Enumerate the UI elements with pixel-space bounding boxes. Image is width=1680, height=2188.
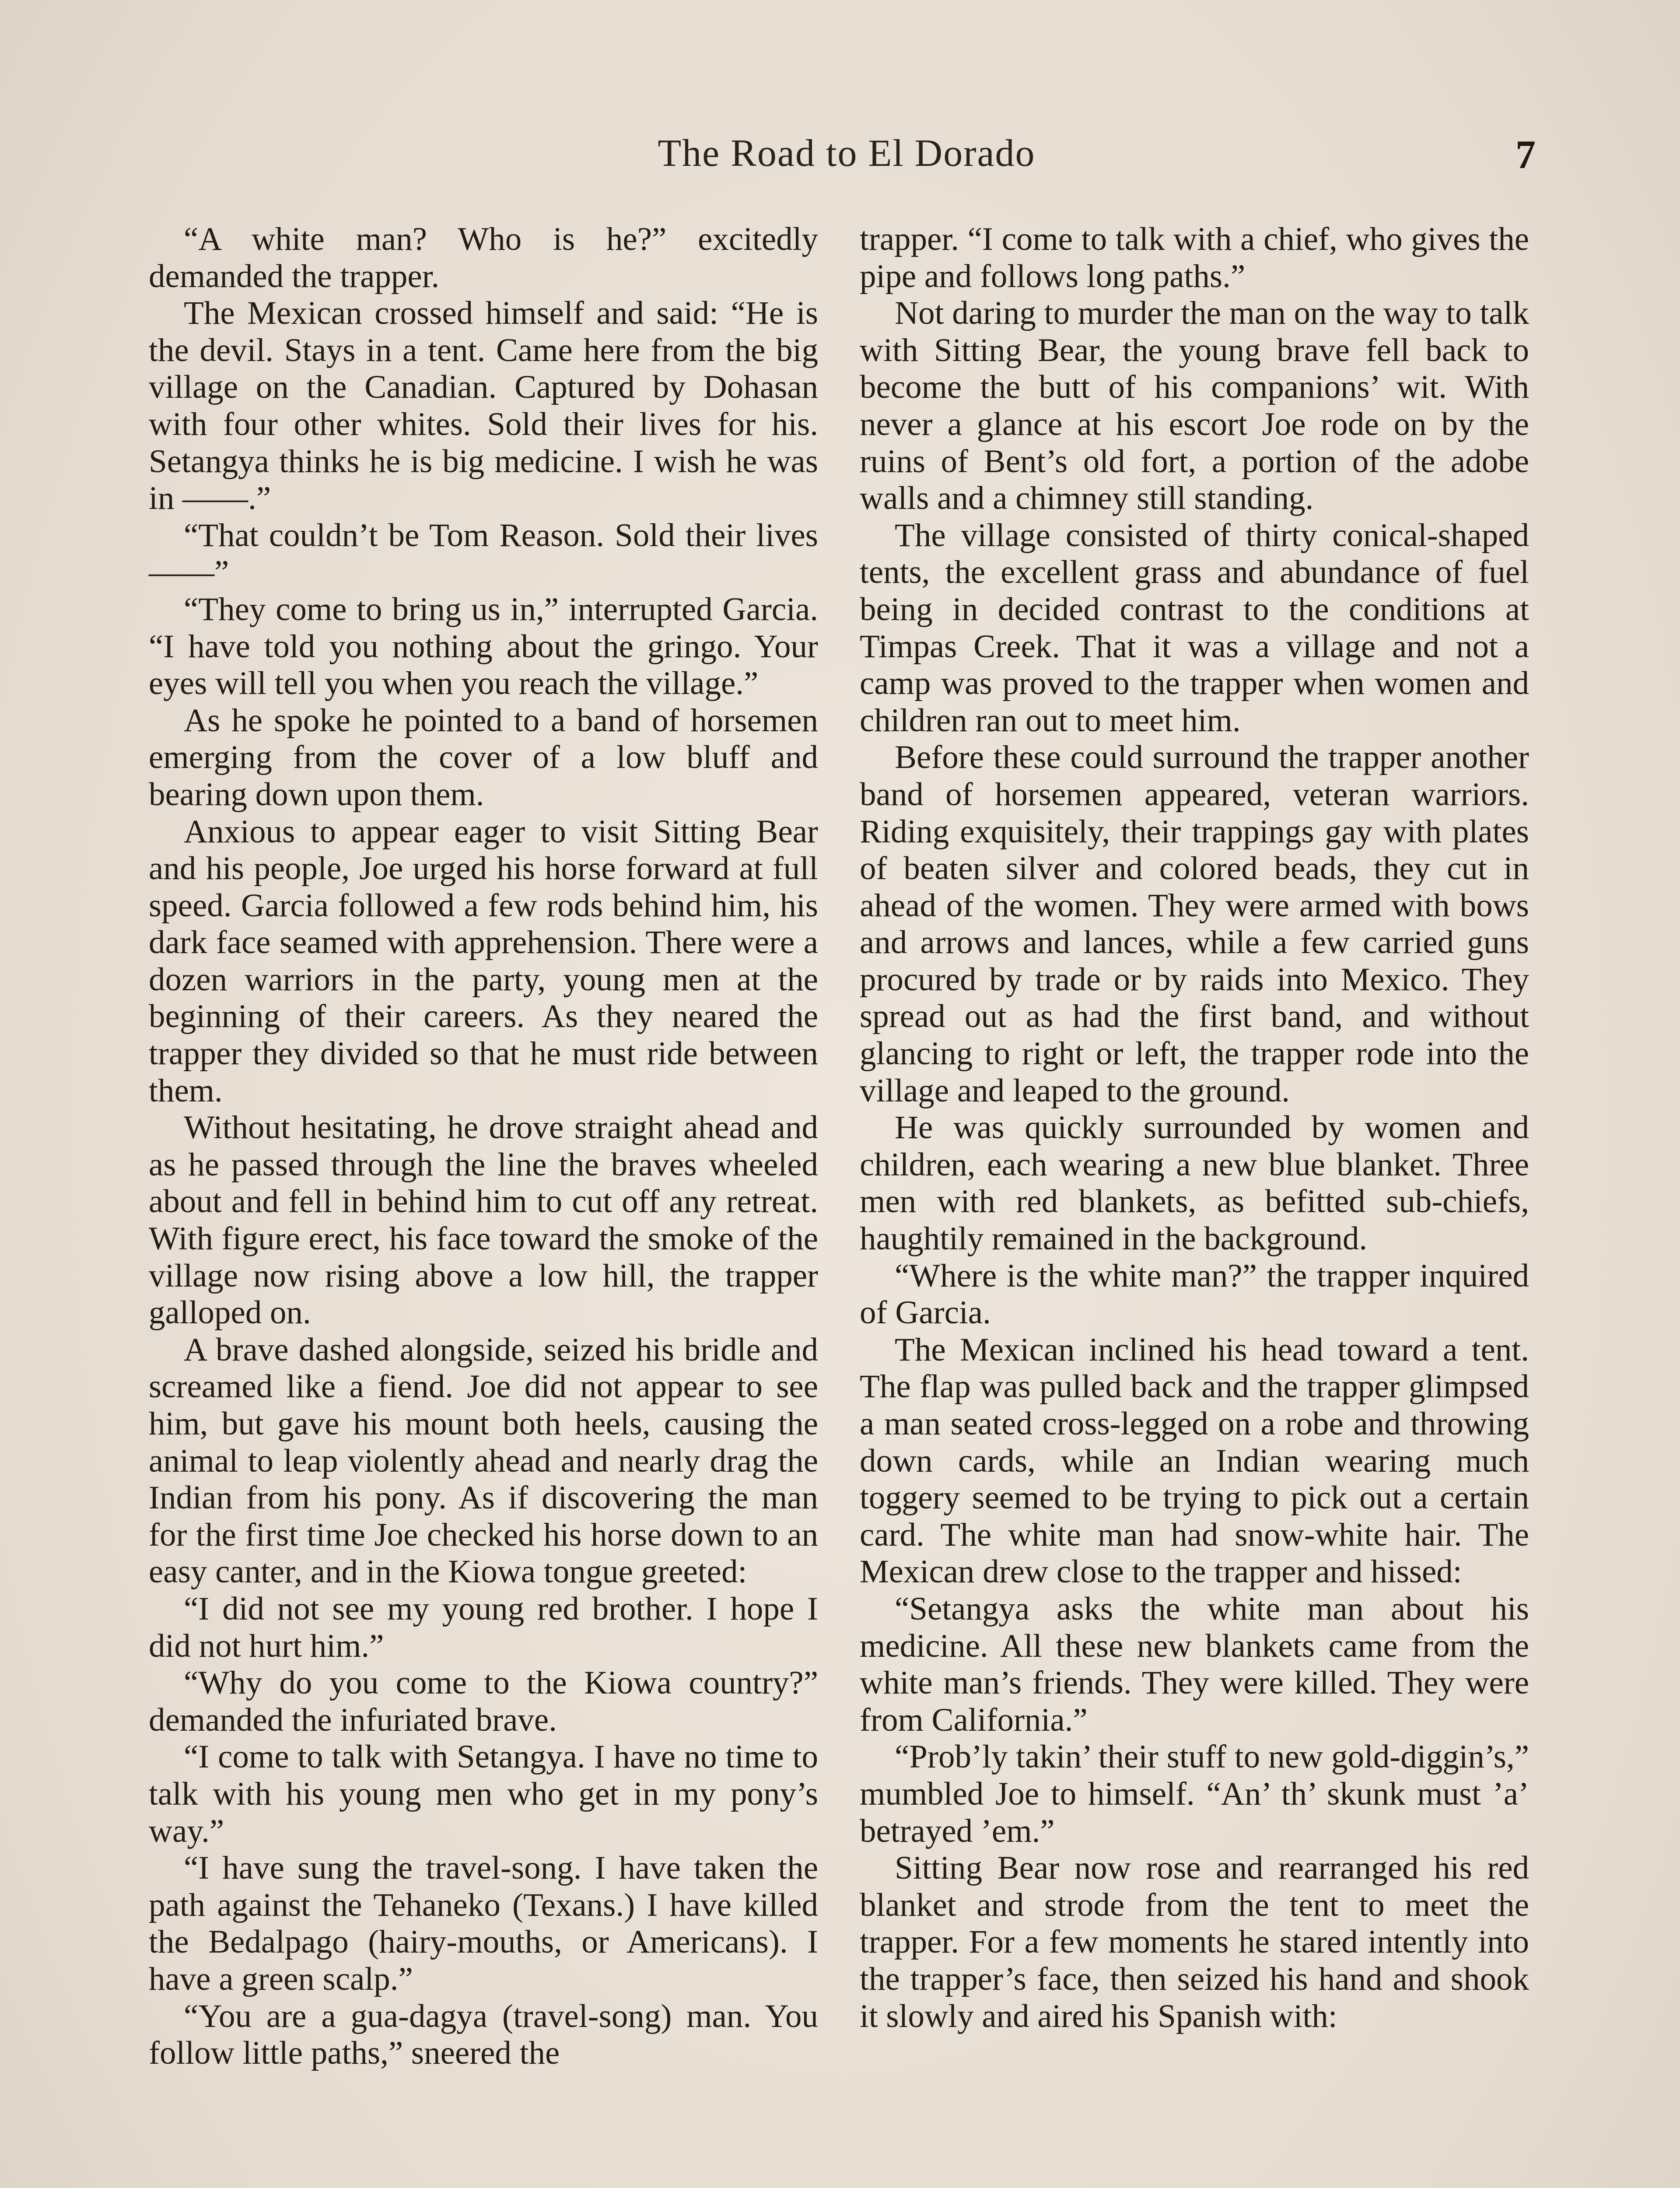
paragraph: “They come to bring us in,” interrupted Garcia. “I have told you nothing about the gringo. Your eyes will tell you when you reach the village.” <box>149 591 818 702</box>
continued-paragraph: trapper. “I come to talk with a chief, who gives the pipe and follows long paths.” <box>860 221 1529 295</box>
paragraph: As he spoke he pointed to a band of horsemen emerging from the cover of a low bluff and bearing down upon them. <box>149 702 818 813</box>
paragraph: Without hesitating, he drove straight ahead and as he passed through the line the braves wheeled about and fell in behind him to cut off any retreat. With figure erect, his face toward the smoke of the village now rising above a low hill, the trapper galloped on. <box>149 1109 818 1331</box>
paragraph: “Prob’ly takin’ their stuff to new gold-diggin’s,” mumbled Joe to himself. “An’ th’ skunk must ’a’ betrayed ’em.” <box>860 1739 1529 1849</box>
paragraph: Before these could surround the trapper another band of horsemen appeared, veteran warriors. Riding exquisitely, their trappings gay with plates of beaten silver and colored beads, they cut in ahead of the women. They were armed with bows and arrows and lances, while a few carried guns procured by trade or by raids into Mexico. They spread out as had the first band, and without glancing to right or left, the trapper rode into the village and leaped to the ground. <box>860 739 1529 1109</box>
running-title: The Road to El Dorado <box>658 132 1036 175</box>
paragraph: Anxious to appear eager to visit Sitting Bear and his people, Joe urged his horse forward at full speed. Garcia followed a few rods behind him, his dark face seamed with apprehension. There were a dozen warriors in the party, young men at the beginning of their careers. As they neared the trapper they divided so that he must ride between them. <box>149 813 818 1109</box>
page-header <box>149 127 1544 193</box>
paragraph: “Where is the white man?” the trapper inquired of Garcia. <box>860 1257 1529 1331</box>
paragraph: “A white man? Who is he?” excitedly demanded the trapper. <box>149 221 818 295</box>
paragraph: The Mexican inclined his head toward a tent. The flap was pulled back and the trapper glimpsed a man seated cross-legged on a robe and throwing down cards, while an Indian wearing much toggery seemed to be trying to pick out a certain card. The white man had snow-white hair. The Mexican drew close to the trapper and hissed: <box>860 1331 1529 1590</box>
paragraph: A brave dashed alongside, seized his bridle and screamed like a fiend. Joe did not appear to see him, but gave his mount both heels, causing the animal to leap violently ahead and nearly drag the Indian from his pony. As if discovering the man for the first time Joe checked his horse down to an easy canter, and in the Kiowa tongue greeted: <box>149 1331 818 1590</box>
paragraph: “I have sung the travel-song. I have taken the path against the Tehaneko (Texans.) I have killed the Bedalpago (hairy-mouths, or Americans). I have a green scalp.” <box>149 1850 818 1997</box>
paragraph: Not daring to murder the man on the way to talk with Sitting Bear, the young brave fell back to become the butt of his companions’ wit. With never a glance at his escort Joe rode on by the ruins of Bent’s old fort, a portion of the adobe walls and a chimney still standing. <box>860 295 1529 517</box>
paragraph: “Setangya asks the white man about his medicine. All these new blankets came from the white man’s friends. They were killed. They were from California.” <box>860 1590 1529 1738</box>
right-column <box>860 221 1529 2035</box>
paragraph: The village consisted of thirty conical-shaped tents, the excellent grass and abundance of fuel being in decided contrast to the conditions at Timpas Creek. That it was a village and not a camp was proved to the trapper when women and children ran out to meet him. <box>860 517 1529 739</box>
paragraph: He was quickly surrounded by women and children, each wearing a new blue blanket. Three men with red blankets, as befitted sub-chiefs, haughtily remained in the background. <box>860 1109 1529 1257</box>
paragraph: “Why do you come to the Kiowa country?” demanded the infuriated brave. <box>149 1665 818 1738</box>
paragraph: “I did not see my young red brother. I hope I did not hurt him.” <box>149 1590 818 1664</box>
paragraph: “That couldn’t be Tom Reason. Sold their lives——” <box>149 517 818 591</box>
left-column <box>149 221 818 2072</box>
paragraph: “I come to talk with Setangya. I have no time to talk with his young men who get in my pony’s way.” <box>149 1739 818 1849</box>
page-number: 7 <box>1516 132 1536 177</box>
paragraph: The Mexican crossed himself and said: “He is the devil. Stays in a tent. Came here from the big village on the Canadian. Captured by Dohasan with four other whites. Sold their lives for his. Setangya thinks he is big medicine. I wish he was in ——.” <box>149 295 818 517</box>
paragraph: Sitting Bear now rose and rearranged his red blanket and strode from the tent to meet the trapper. For a few moments he stared intently into the trapper’s face, then seized his hand and shook it slowly and aired his Spanish with: <box>860 1850 1529 2034</box>
paragraph: “You are a gua-dagya (travel-song) man. You follow little paths,” sneered the <box>149 1998 818 2072</box>
